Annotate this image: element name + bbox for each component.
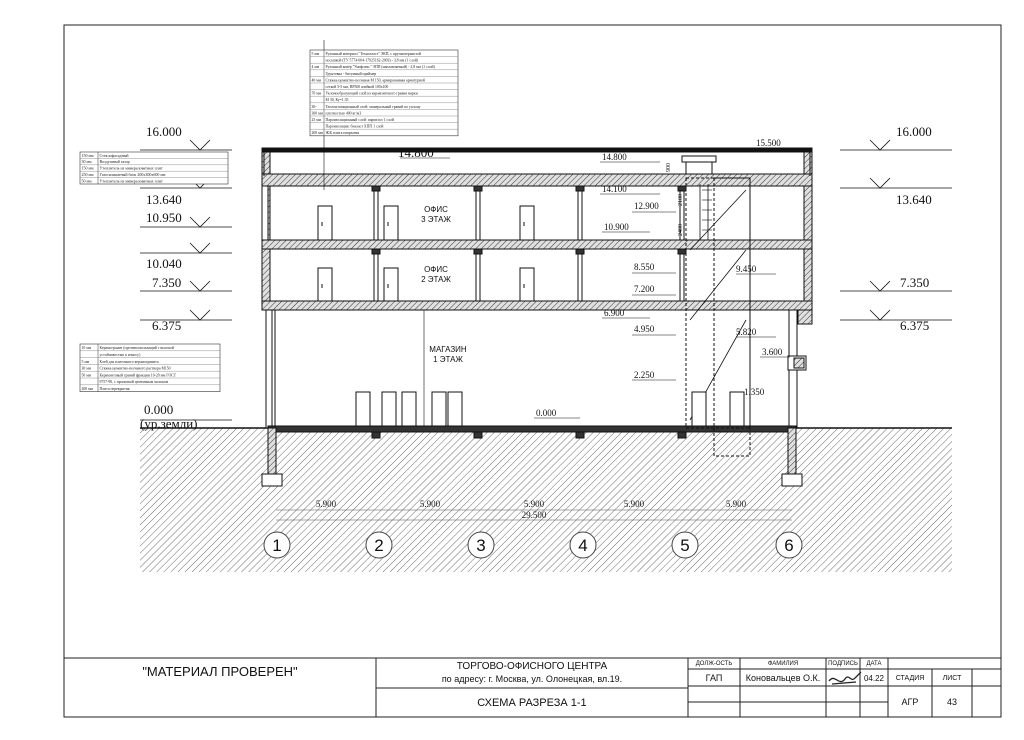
legend_bot-description: 9757-90, с пропиткой цементным молоком (99, 380, 169, 385)
legend-wall (80, 152, 228, 184)
mark-stair-g: 5.820 (736, 327, 757, 337)
sheet-number: 43 (946, 697, 957, 707)
room-office2-title: ОФИС (424, 265, 448, 274)
position-value: ГАП (705, 673, 723, 683)
span-total: 29.500 (521, 510, 547, 520)
project-title-line1: ТОРГОВО-ОФИСНОГО ЦЕНТРА (456, 660, 608, 672)
span-5-6: 5.900 (725, 499, 747, 509)
legend_top-description: Пароизоляция: биэласт ХПП 1 слой (325, 124, 384, 129)
date-value: 04.22 (863, 673, 885, 683)
legend_top-thickness: 25 мм (311, 118, 322, 122)
room-shop-title: МАГАЗИН (429, 345, 467, 354)
elevation-right-7350: 7.350 (900, 275, 930, 290)
axis-2: 2 (374, 536, 384, 555)
legend_mid-description: Утеплитель из минераловатных плит (99, 178, 163, 184)
legend_top-description: Грунтовка - битумный праймер (325, 71, 377, 76)
legend_top-thickness: 200 мм (311, 131, 323, 136)
dim-v1: 900 (666, 163, 672, 172)
axis-3: 3 (476, 536, 486, 555)
mark-floor-zero: 0.000 (536, 408, 557, 418)
legend_top-thickness: 4 мм (311, 65, 320, 70)
ground-hatch (140, 428, 952, 572)
legend_top-description: Рулонный материал "Техноэласт" ЭКП, с крупнозернистой (325, 52, 421, 56)
col-date-header: ДАТА (866, 660, 882, 667)
legend_top-description: Стяжка цементно-песчаная М 150, армированная арматурной (325, 78, 425, 83)
legend_top-thickness: 300 мм (311, 111, 323, 116)
legend_mid-thickness: 30 мм (81, 159, 92, 165)
axis-1: 1 (272, 536, 282, 555)
axis-4: 4 (578, 536, 588, 555)
name-value: Коновальцев О.К. (745, 673, 821, 683)
material-checked-label: "МАТЕРИАЛ ПРОВЕРЕН" (142, 663, 298, 679)
legend_bot-description: Керамогранит (противоскользящий с высокой (99, 346, 174, 351)
legend_top-description: посыпкой (ТУ 5774-004-17925162-2003) - 3,8 мм (1 слой) (325, 58, 419, 63)
mark-stair-c: 9.450 (736, 264, 757, 274)
legend_mid-thickness: 50 мм (81, 178, 92, 184)
elevation-left-7350: 7.350 (152, 275, 182, 290)
room-shop-floor: 1 ЭТАЖ (433, 355, 463, 364)
dim-v2: 2100 (678, 194, 684, 206)
legend_mid-description: Стеклофасадный (99, 152, 129, 158)
drawing-title: СХЕМА РАЗРЕЗА 1-1 (477, 697, 587, 709)
legend_mid-description: Воздушный зазор (99, 159, 130, 165)
elevation-left-13640: 13.640 (146, 192, 182, 207)
span-3-4: 5.900 (523, 499, 545, 509)
room-office3-title: ОФИС (424, 205, 448, 214)
legend_bot-thickness: 5 мм (81, 359, 90, 364)
mark-stair-b: 10.900 (604, 222, 629, 232)
legend_bot-thickness: 200 мм (81, 387, 93, 391)
mark-stair-e: 7.200 (634, 284, 655, 294)
axis-5: 5 (680, 536, 690, 555)
room-office2-floor: 2 ЭТАЖ (421, 275, 451, 284)
legend_top-description: М 30, Ку=1.35 (325, 98, 349, 103)
sheet-label: ЛИСТ (942, 674, 962, 682)
legend_mid-thickness: 250 мм (81, 172, 94, 177)
legend_top-description: Пароизоляционный слой: пароизол 1 слой (325, 118, 394, 122)
legend_top-description: Рулонный ковёр "Унифлекс" ЭПП (наплавляемый) - 2,8 мм (1 слой) (325, 65, 435, 70)
legend_mid-thickness: 150 мм (81, 152, 94, 158)
ground-level-label: (ур.земли) (140, 416, 198, 431)
legend_top-thickness: 5 мм (311, 52, 320, 56)
span-1-2: 5.900 (315, 499, 337, 509)
legend_bot-thickness: 30 мм (81, 366, 92, 371)
elevation-left-0000: 0.000 (144, 402, 174, 417)
mark-stair-a: 12.900 (634, 201, 659, 211)
stage-value: АГР (901, 697, 919, 707)
mark-parapet: 15.500 (756, 138, 781, 148)
legend_bot-description: Стяжка цементно-песчаного раствора М150 (99, 366, 171, 371)
legend_top-description: сеткой 5-5 мм, ВР500 ячейкой 100х100 (325, 85, 389, 89)
legend_bot-thickness: 50 мм (81, 373, 92, 378)
legend_bot-thickness: 10 мм (81, 346, 92, 351)
legend_top-description: Уклонообразующий слой из керамзитового гравия марки (325, 91, 418, 96)
mark-stair-h: 4.950 (634, 324, 655, 334)
mark-leaders (400, 148, 790, 418)
legend_bot-description: Клей для плиточного керамогранита (99, 359, 159, 364)
col-position-header: ДОЛЖ-ОСТЬ (695, 660, 733, 667)
legend_bot-description: устойчивостью к износу) (99, 353, 141, 357)
mark-stair-j: 2.250 (634, 370, 655, 380)
col-name-header: ФАМИЛИЯ (767, 660, 799, 667)
col-sign-header: ПОДПИСЬ (828, 660, 858, 667)
mark-stair-d: 8.550 (634, 262, 655, 272)
mark-stair-i: 3.600 (762, 347, 783, 357)
legend_top-thickness: 30- (311, 104, 317, 109)
axis-6: 6 (784, 536, 794, 555)
legend_top-description: плотностью 400 кг/м3 (325, 111, 362, 116)
legend_bot-description: Керамзитовый гравий фракции 10-20 мм ГОСТ (99, 373, 177, 378)
elevation-left-16000: 16.000 (146, 124, 182, 139)
legend_top-description: Теплоизоляционный слой: минеральный гравий по уклону (325, 104, 421, 109)
project-title-line2: по адресу: г. Москва, ул. Олонецкая, вл.19. (441, 674, 623, 684)
legend_mid-description: Утеплитель из минераловатных плит (99, 165, 163, 171)
mark-stair-k: 1.350 (744, 387, 765, 397)
elevation-right-16000: 16.000 (896, 124, 932, 139)
stage-label: СТАДИЯ (895, 674, 925, 682)
legend_mid-thickness: 150 мм (81, 165, 94, 171)
mark-roof-top: 14.800 (398, 145, 434, 160)
elevation-right-6375: 6.375 (900, 318, 930, 333)
legend_bot-description: Плита перекрытия (99, 387, 130, 391)
legend-floor (80, 344, 220, 392)
elevation-left-10040: 10.040 (146, 256, 182, 271)
legend_top-thickness: 70 мм (311, 91, 322, 96)
legend_top-thickness: 40 мм (311, 78, 322, 83)
mark-roof-mid2: 14.100 (602, 184, 627, 194)
elevation-left-10950: 10.950 (146, 210, 182, 225)
legend_top-description: Ж/Б плита покрытия (325, 131, 360, 136)
span-4-5: 5.900 (623, 499, 645, 509)
legend_mid-description: Газосиликатный блок 200х300х600 мм (99, 172, 166, 177)
elevation-right-13640: 13.640 (896, 192, 932, 207)
dim-v3: 2400 (678, 224, 684, 236)
span-2-3: 5.900 (419, 499, 441, 509)
mark-roof-mid: 14.800 (602, 152, 627, 162)
room-office3-floor: 3 ЭТАЖ (421, 215, 451, 224)
elevation-left-6375: 6.375 (152, 318, 182, 333)
legend-roof (310, 50, 458, 136)
signature-scribble (829, 672, 861, 684)
mark-stair-f: 6.900 (604, 308, 625, 318)
elevation-lines-right (840, 140, 952, 320)
